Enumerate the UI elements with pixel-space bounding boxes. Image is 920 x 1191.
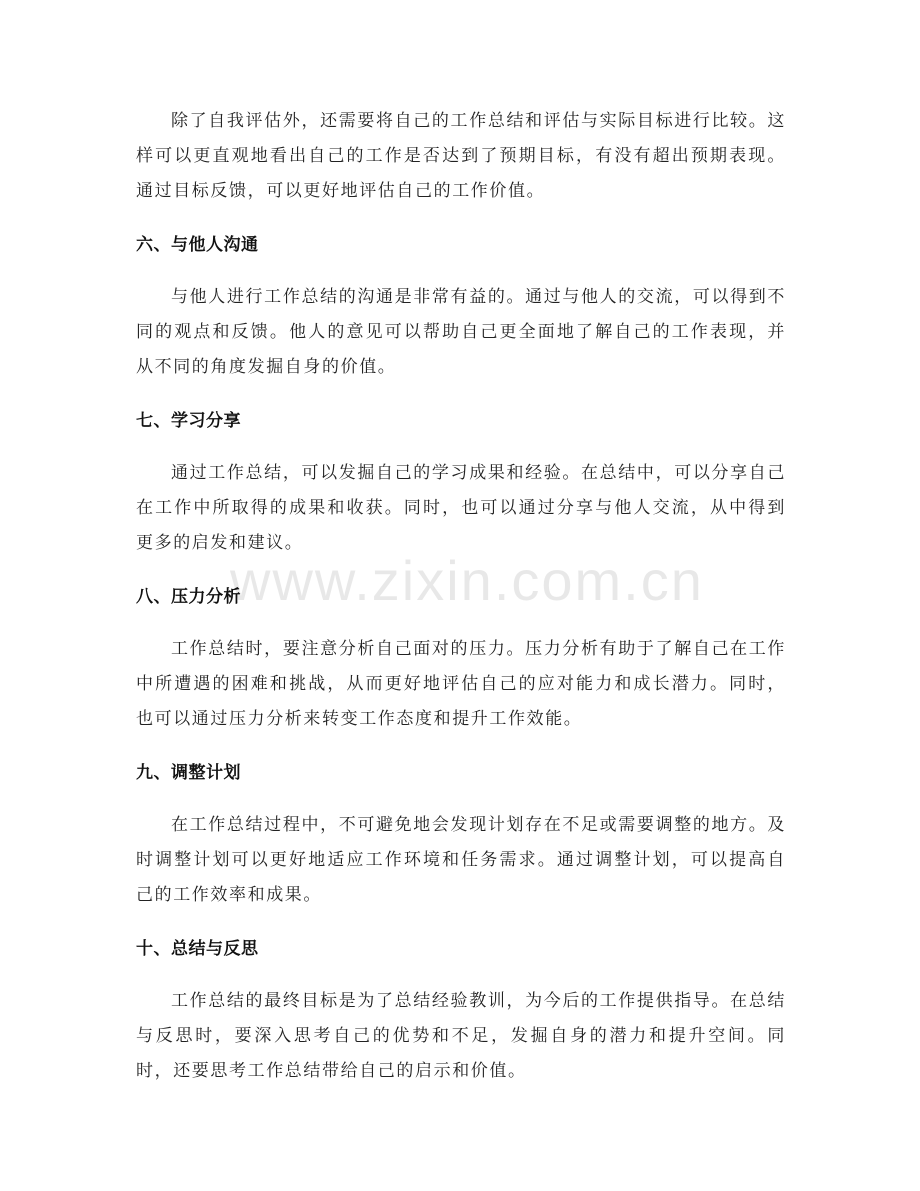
section-heading-8: 八、压力分析 (136, 587, 241, 607)
section-heading-6: 六、与他人沟通 (136, 235, 259, 255)
watermark: www.zixin.com.cn (230, 549, 704, 612)
section-paragraph-6: 与他人进行工作总结的沟通是非常有益的。通过与他人的交流，可以得到不同的观点和反馈。他人的意见可以帮助自己更全面地了解自己的工作表现，并从不同的角度发掘自身的价值。 (136, 287, 786, 377)
document-body (136, 104, 786, 1089)
intro-paragraph: 除了自我评估外，还需要将自己的工作总结和评估与实际目标进行比较。这样可以更直观地看出自己的工作是否达到了预期目标，有没有超出预期表现。通过目标反馈，可以更好地评估自己的工作价值。 (136, 111, 786, 201)
section-paragraph-8: 工作总结时，要注意分析自己面对的压力。压力分析有助于了解自己在工作中所遭遇的困难和挑战，从而更好地评估自己的应对能力和成长潜力。同时，也可以通过压力分析来转变工作态度和提升工作效能。 (136, 639, 786, 729)
section-heading-9: 九、调整计划 (136, 763, 241, 783)
section-paragraph-10: 工作总结的最终目标是为了总结经验教训，为今后的工作提供指导。在总结与反思时，要深入思考自己的优势和不足，发掘自身的潜力和提升空间。同时，还要思考工作总结带给自己的启示和价值。 (136, 991, 786, 1081)
section-paragraph-7: 通过工作总结，可以发掘自己的学习成果和经验。在总结中，可以分享自己在工作中所取得的成果和收获。同时，也可以通过分享与他人交流，从中得到更多的启发和建议。 (136, 463, 786, 553)
section-paragraph-9: 在工作总结过程中，不可避免地会发现计划存在不足或需要调整的地方。及时调整计划可以更好地适应工作环境和任务需求。通过调整计划，可以提高自己的工作效率和成果。 (136, 815, 786, 905)
section-heading-10: 十、总结与反思 (136, 939, 259, 959)
section-heading-7: 七、学习分享 (136, 411, 241, 431)
